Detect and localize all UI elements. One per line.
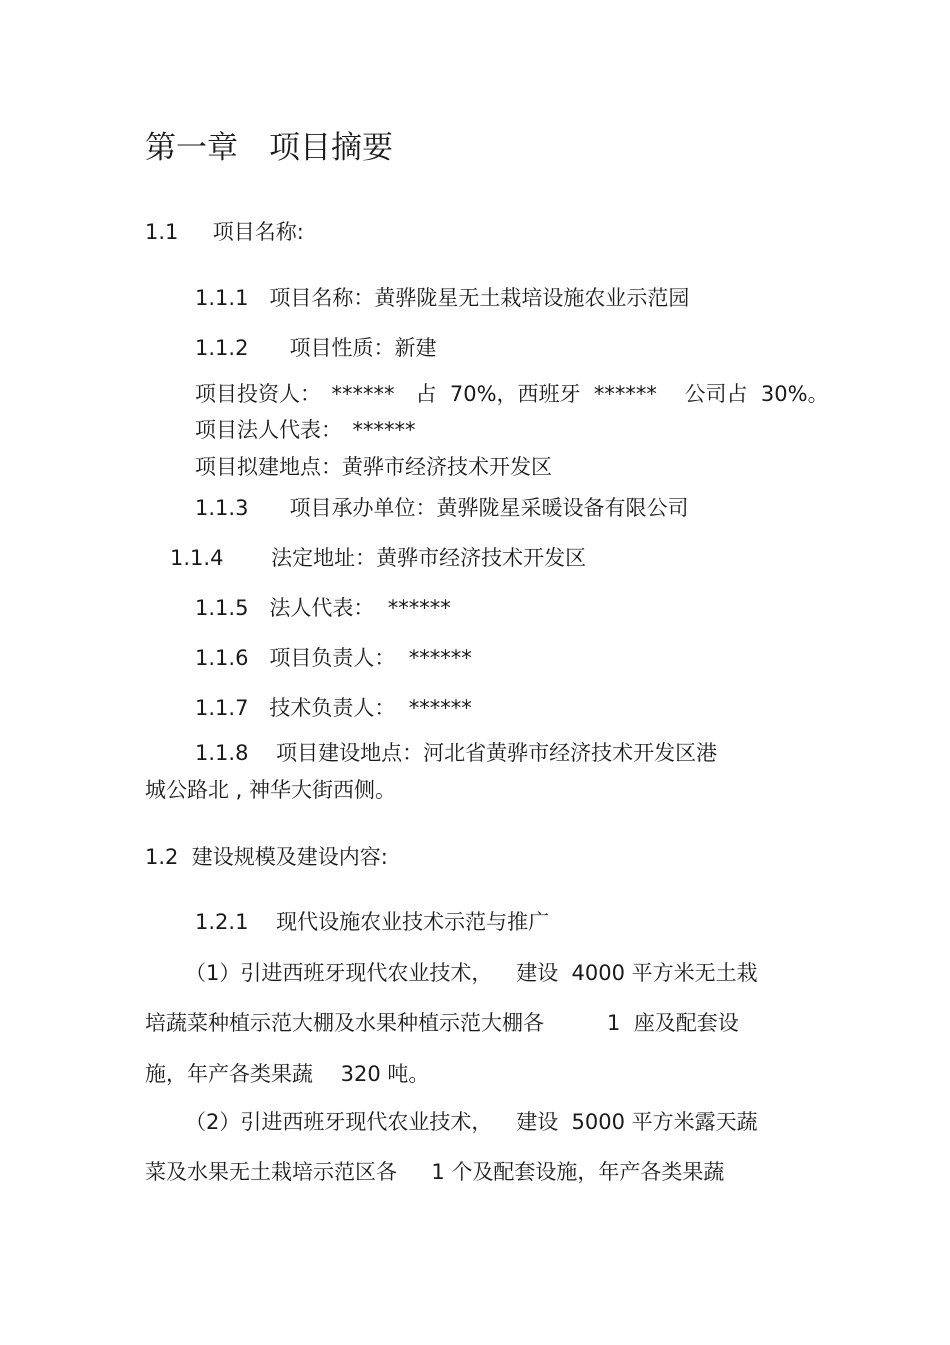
paragraph-2-line1: （2）引进西班牙现代农业技术， 建设 5000 平方米露天蔬 [185,1110,758,1134]
investor-line: 项目投资人： ****** 占 70%，西班牙 ****** 公司占 30%。 [195,382,829,406]
item-1-1-4: 1.1.4 法定地址：黄骅市经济技术开发区 [170,546,587,570]
chapter-title: 第一章 项目摘要 [145,130,393,166]
paragraph-1-line3: 施，年产各类果蔬 320 吨。 [145,1062,430,1086]
item-1-1-7: 1.1.7 技术负责人： ****** [195,696,472,720]
project-legal-representative: 项目法人代表： ****** [195,418,416,442]
section-1-1-heading: 1.1 项目名称: [145,220,304,244]
item-1-1-8-line2: 城公路北 , 神华大街西侧。 [145,778,397,802]
paragraph-2-line2: 菜及水果无土栽培示范区各 1 个及配套设施，年产各类果蔬 [145,1160,725,1184]
section-1-2-heading: 1.2 建设规模及建设内容: [145,845,388,869]
item-1-1-5: 1.1.5 法人代表： ****** [195,596,451,620]
planned-site: 项目拟建地点：黄骅市经济技术开发区 [195,455,552,479]
item-1-1-6: 1.1.6 项目负责人： ****** [195,646,472,670]
item-1-1-3: 1.1.3 项目承办单位：黄骅陇星采暖设备有限公司 [195,496,689,520]
paragraph-1-line2: 培蔬菜种植示范大棚及水果种植示范大棚各 1 座及配套设 [145,1011,739,1035]
item-1-1-8-line1: 1.1.8 项目建设地点：河北省黄骅市经济技术开发区港 [195,741,718,765]
item-1-2-1: 1.2.1 现代设施农业技术示范与推广 [195,910,550,934]
item-1-1-1: 1.1.1 项目名称：黄骅陇星无土栽培设施农业示范园 [195,286,690,310]
paragraph-1-line1: （1）引进西班牙现代农业技术， 建设 4000 平方米无土栽 [185,961,758,985]
item-1-1-2: 1.1.2 项目性质：新建 [195,336,437,360]
